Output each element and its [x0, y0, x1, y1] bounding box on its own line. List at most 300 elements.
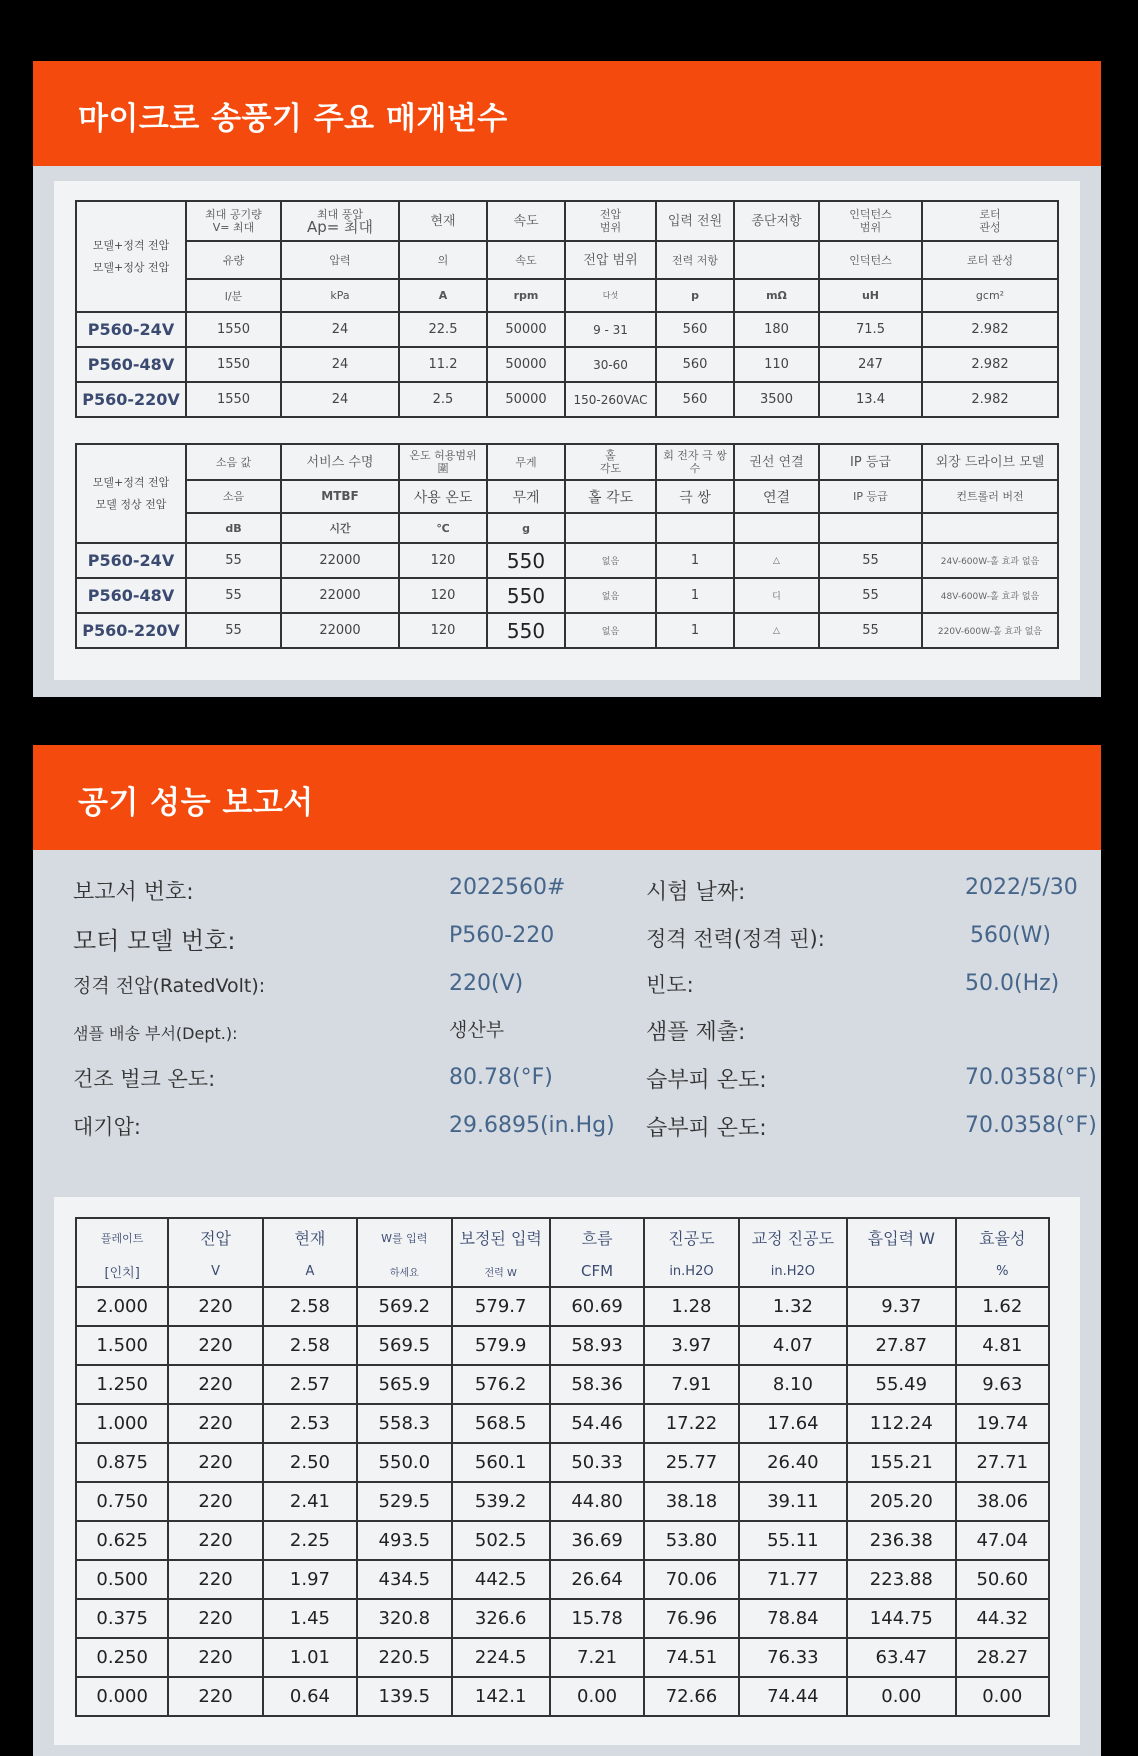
perf-value: 15.78	[550, 1599, 644, 1638]
performance-table	[75, 1217, 1050, 1717]
column-header	[281, 444, 399, 480]
perf-value: 539.2	[452, 1482, 550, 1521]
rated-power-label: 정격 전력(정격 핀):	[646, 927, 825, 951]
perf-value: 0.00	[550, 1677, 644, 1716]
column-header-line-1: 최대 공기량	[205, 208, 262, 221]
perf-value: 63.47	[847, 1638, 955, 1677]
parameters-section	[33, 61, 1101, 697]
perf-column-unit: [인치]	[76, 1256, 168, 1287]
perf-value: 78.84	[739, 1599, 847, 1638]
spec-value: 247	[819, 347, 922, 382]
perf-value: 0.750	[76, 1482, 168, 1521]
perf-value: 434.5	[357, 1560, 451, 1599]
perf-value: 47.04	[956, 1521, 1049, 1560]
column-header	[281, 201, 399, 241]
spec-value: 560	[656, 312, 734, 347]
column-subheader: 극 쌍	[656, 480, 734, 513]
column-header-line-1: 권선 연결	[749, 454, 804, 470]
perf-value: 320.8	[357, 1599, 451, 1638]
model-name: P560-48V	[76, 347, 186, 382]
perf-value: 50.60	[956, 1560, 1049, 1599]
column-unit: mΩ	[734, 279, 819, 312]
perf-value: 70.06	[644, 1560, 738, 1599]
perf-value: 74.51	[644, 1638, 738, 1677]
perf-value: 1.62	[956, 1287, 1049, 1326]
perf-value: 2.58	[263, 1287, 357, 1326]
perf-value: 220	[168, 1599, 262, 1638]
perf-value: 0.875	[76, 1443, 168, 1482]
perf-data-row	[76, 1560, 1049, 1599]
column-header-line-1: 회 전자 극 쌍	[663, 449, 727, 462]
perf-value: 1.250	[76, 1365, 168, 1404]
perf-unit-row	[76, 1256, 1049, 1287]
sample-label: 샘플 제출:	[646, 1020, 746, 1045]
perf-column-unit: %	[956, 1256, 1049, 1287]
perf-data-row	[76, 1677, 1049, 1716]
spec-value: 디	[734, 578, 819, 613]
perf-value: 220	[168, 1404, 262, 1443]
perf-value: 220	[168, 1326, 262, 1365]
perf-column-header: W를 입력	[357, 1218, 451, 1256]
spec-subheader-row	[76, 480, 1058, 513]
rated-volt-value: 220(V)	[449, 971, 524, 996]
perf-value: 58.93	[550, 1326, 644, 1365]
perf-header-row	[76, 1218, 1049, 1256]
wet-bulb-label-2: 습부피 온도:	[646, 1116, 767, 1141]
wet-bulb-value-2: 70.0358(°F)	[965, 1113, 1097, 1138]
test-date-value: 2022/5/30	[965, 875, 1078, 900]
column-unit: gcm²	[922, 279, 1058, 312]
perf-value: 0.625	[76, 1521, 168, 1560]
spec-value: 1	[656, 613, 734, 648]
column-subheader: 압력	[281, 241, 399, 279]
spec-value: 13.4	[819, 382, 922, 417]
perf-value: 220.5	[357, 1638, 451, 1677]
column-header-line-1: 현재	[430, 213, 456, 229]
column-header	[922, 201, 1058, 241]
dry-bulb-value: 80.78(°F)	[449, 1065, 553, 1090]
perf-data-row	[76, 1482, 1049, 1521]
perf-column-unit: V	[168, 1256, 262, 1287]
spec-header-row	[76, 444, 1058, 480]
spec-value: 9 - 31	[565, 312, 656, 347]
spec-value: 1550	[186, 312, 281, 347]
perf-value: 560.1	[452, 1443, 550, 1482]
perf-value: 76.96	[644, 1599, 738, 1638]
perf-value: 50.33	[550, 1443, 644, 1482]
spec-value: 2.982	[922, 312, 1058, 347]
parameters-title: 마이크로 송풍기 주요 매개변수	[78, 101, 508, 137]
spec-subheader-row	[76, 241, 1058, 279]
column-header-line-1: 종단저항	[751, 213, 802, 229]
perf-value: 142.1	[452, 1677, 550, 1716]
perf-value: 2.50	[263, 1443, 357, 1482]
performance-title: 공기 성능 보고서	[78, 785, 314, 821]
column-header-line-1: 무게	[515, 455, 537, 469]
perf-value: 220	[168, 1443, 262, 1482]
spec-value: 50000	[487, 382, 565, 417]
column-header-line-1: 홀	[605, 449, 616, 462]
column-header	[819, 201, 922, 241]
perf-value: 220	[168, 1638, 262, 1677]
column-header-line-1: 서비스 수명	[306, 454, 374, 470]
model-name: P560-24V	[76, 312, 186, 347]
spec-value: 550	[487, 578, 565, 613]
column-subheader: 전력 저항	[656, 241, 734, 279]
model-name: P560-24V	[76, 543, 186, 578]
report-no-value: 2022560#	[449, 875, 566, 900]
spec-value: 55	[186, 613, 281, 648]
column-header-line-2: Ap= 최대	[306, 218, 374, 236]
column-header-line-2: 수	[689, 462, 701, 475]
perf-value: 38.06	[956, 1482, 1049, 1521]
perf-value: 1.32	[739, 1287, 847, 1326]
perf-value: 2.58	[263, 1326, 357, 1365]
perf-value: 2.41	[263, 1482, 357, 1521]
spec-data-row	[76, 382, 1058, 417]
spec-value: 2.982	[922, 382, 1058, 417]
spec-value: 22000	[281, 578, 399, 613]
column-header-line-1: 외장 드라이브 모델	[935, 454, 1045, 470]
perf-value: 0.000	[76, 1677, 168, 1716]
column-header-line-1: 로터	[979, 208, 1001, 221]
spec-value: 24	[281, 347, 399, 382]
perf-value: 53.80	[644, 1521, 738, 1560]
column-header	[487, 201, 565, 241]
perf-value: 569.5	[357, 1326, 451, 1365]
column-unit: rpm	[487, 279, 565, 312]
column-header	[186, 201, 281, 241]
perf-value: 0.00	[956, 1677, 1049, 1716]
perf-value: 0.64	[263, 1677, 357, 1716]
spec-value: 150-260VAC	[565, 382, 656, 417]
spec-value: 120	[399, 578, 487, 613]
column-subheader: 의	[399, 241, 487, 279]
model-header-2: 모델 정상 전압	[95, 497, 167, 511]
spec-value: 24	[281, 382, 399, 417]
dept-value: 생산부	[449, 1019, 505, 1041]
perf-value: 44.80	[550, 1482, 644, 1521]
column-header	[487, 444, 565, 480]
perf-value: 579.7	[452, 1287, 550, 1326]
perf-value: 36.69	[550, 1521, 644, 1560]
perf-value: 55.49	[847, 1365, 955, 1404]
spec-value: 55	[819, 578, 922, 613]
spec-value: 55	[819, 613, 922, 648]
perf-value: 568.5	[452, 1404, 550, 1443]
model-header-cell	[76, 444, 186, 543]
perf-value: 38.18	[644, 1482, 738, 1521]
column-unit: g	[487, 513, 565, 543]
column-header-line-2: V= 최대	[212, 221, 255, 234]
perf-value: 558.3	[357, 1404, 451, 1443]
spec-value: 3500	[734, 382, 819, 417]
perf-value: 529.5	[357, 1482, 451, 1521]
spec-data-row	[76, 578, 1058, 613]
perf-value: 72.66	[644, 1677, 738, 1716]
perf-data-row	[76, 1404, 1049, 1443]
perf-value: 220	[168, 1287, 262, 1326]
perf-value: 1.28	[644, 1287, 738, 1326]
perf-data-row	[76, 1326, 1049, 1365]
perf-value: 76.33	[739, 1638, 847, 1677]
test-date-label: 시험 날짜:	[646, 880, 746, 905]
column-header-line-1: IP 등급	[850, 454, 891, 470]
column-unit	[819, 513, 922, 543]
spec-value: 22.5	[399, 312, 487, 347]
parameters-panel	[54, 181, 1080, 680]
perf-column-unit: in.H2O	[739, 1256, 847, 1287]
perf-value: 26.40	[739, 1443, 847, 1482]
column-subheader: 사용 온도	[399, 480, 487, 513]
spec-header-row	[76, 201, 1058, 241]
column-unit	[656, 513, 734, 543]
spec-value: △	[734, 613, 819, 648]
spec-data-row	[76, 543, 1058, 578]
column-unit	[922, 513, 1058, 543]
spec-value: 550	[487, 543, 565, 578]
column-unit: uH	[819, 279, 922, 312]
perf-column-unit	[847, 1256, 955, 1287]
column-unit: dB	[186, 513, 281, 543]
spec-value: 220V-600W-홀 효과 없음	[922, 613, 1058, 648]
column-subheader: 무게	[487, 480, 565, 513]
rated-volt-label: 정격 전압(RatedVolt):	[73, 975, 266, 997]
column-subheader: 속도	[487, 241, 565, 279]
perf-column-unit: 전력 W	[452, 1256, 550, 1287]
column-unit: kPa	[281, 279, 399, 312]
perf-column-header: 진공도	[644, 1218, 738, 1256]
spec-value: 560	[656, 347, 734, 382]
perf-value: 25.77	[644, 1443, 738, 1482]
perf-value: 550.0	[357, 1443, 451, 1482]
perf-value: 0.00	[847, 1677, 955, 1716]
perf-value: 27.87	[847, 1326, 955, 1365]
perf-data-row	[76, 1599, 1049, 1638]
spec-value: 560	[656, 382, 734, 417]
column-header	[565, 201, 656, 241]
spec-data-row	[76, 312, 1058, 347]
perf-value: 139.5	[357, 1677, 451, 1716]
column-header-line-1: 인덕턴스	[849, 208, 892, 221]
column-subheader: 유량	[186, 241, 281, 279]
perf-column-header: 효율성	[956, 1218, 1049, 1256]
column-unit	[734, 513, 819, 543]
freq-label: 빈도:	[646, 973, 694, 997]
spec-value: 1	[656, 543, 734, 578]
column-subheader: IP 등급	[819, 480, 922, 513]
perf-value: 576.2	[452, 1365, 550, 1404]
pressure-label: 대기압:	[73, 1115, 141, 1139]
perf-value: 220	[168, 1482, 262, 1521]
freq-value: 50.0(Hz)	[965, 971, 1060, 996]
perf-value: 1.97	[263, 1560, 357, 1599]
perf-value: 2.000	[76, 1287, 168, 1326]
perf-value: 220	[168, 1560, 262, 1599]
column-unit: 다섯	[565, 279, 656, 312]
column-header	[922, 444, 1058, 480]
column-subheader: 전압 범위	[565, 241, 656, 279]
perf-value: 55.11	[739, 1521, 847, 1560]
perf-value: 17.22	[644, 1404, 738, 1443]
spec-value: 120	[399, 613, 487, 648]
perf-value: 2.57	[263, 1365, 357, 1404]
column-header-line-1: 전압	[599, 208, 622, 221]
spec-data-row	[76, 613, 1058, 648]
perf-value: 17.64	[739, 1404, 847, 1443]
perf-value: 326.6	[452, 1599, 550, 1638]
perf-value: 26.64	[550, 1560, 644, 1599]
perf-value: 144.75	[847, 1599, 955, 1638]
column-header-line-2: 관성	[979, 221, 1001, 234]
column-unit: l/분	[186, 279, 281, 312]
column-subheader: 연결	[734, 480, 819, 513]
column-unit: 시간	[281, 513, 399, 543]
model-name: P560-220V	[76, 382, 186, 417]
perf-data-row	[76, 1521, 1049, 1560]
perf-column-header: 전압	[168, 1218, 262, 1256]
perf-value: 44.32	[956, 1599, 1049, 1638]
column-header	[565, 444, 656, 480]
perf-value: 442.5	[452, 1560, 550, 1599]
spec-value: 55	[819, 543, 922, 578]
perf-value: 0.250	[76, 1638, 168, 1677]
model-name: P560-48V	[76, 578, 186, 613]
wet-bulb-value-1: 70.0358(°F)	[965, 1065, 1097, 1090]
column-header	[734, 444, 819, 480]
perf-value: 2.53	[263, 1404, 357, 1443]
perf-value: 39.11	[739, 1482, 847, 1521]
spec-value: 2.982	[922, 347, 1058, 382]
perf-value: 493.5	[357, 1521, 451, 1560]
column-header-line-2: 범위	[859, 221, 882, 234]
performance-banner	[33, 745, 1101, 850]
spec-value: 없음	[565, 613, 656, 648]
perf-column-unit: CFM	[550, 1256, 644, 1287]
dry-bulb-label: 건조 벌크 온도:	[73, 1067, 216, 1091]
perf-data-row	[76, 1365, 1049, 1404]
motor-model-label: 모터 모델 번호:	[73, 927, 236, 955]
spec-value: 24	[281, 312, 399, 347]
perf-column-header: 교정 진공도	[739, 1218, 847, 1256]
column-subheader: 인덕턴스	[819, 241, 922, 279]
perf-value: 0.500	[76, 1560, 168, 1599]
model-name: P560-220V	[76, 613, 186, 648]
dept-label: 샘플 배송 부서(Dept.):	[73, 1024, 238, 1043]
spec-value: △	[734, 543, 819, 578]
perf-column-header: 흡입력 W	[847, 1218, 955, 1256]
column-unit: ℃	[399, 513, 487, 543]
spec-value: 22000	[281, 613, 399, 648]
column-header-line-2: 범위	[599, 221, 622, 234]
perf-value: 19.74	[956, 1404, 1049, 1443]
spec-value: 1550	[186, 382, 281, 417]
column-subheader: 소음	[186, 480, 281, 513]
perf-value: 54.46	[550, 1404, 644, 1443]
column-header	[399, 201, 487, 241]
column-header-line-1: 온도 허용범위	[409, 449, 477, 462]
wet-bulb-label-1: 습부피 온도:	[646, 1068, 767, 1093]
perf-value: 0.375	[76, 1599, 168, 1638]
perf-value: 205.20	[847, 1482, 955, 1521]
perf-column-header: 보정된 입력	[452, 1218, 550, 1256]
column-header-line-1: 입력 전원	[667, 213, 723, 229]
column-header-line-2: 각도	[599, 462, 622, 475]
spec-value: 55	[186, 543, 281, 578]
spec-value: 55	[186, 578, 281, 613]
perf-value: 1.500	[76, 1326, 168, 1365]
perf-value: 223.88	[847, 1560, 955, 1599]
column-subheader	[734, 241, 819, 279]
perf-data-row	[76, 1443, 1049, 1482]
column-header-line-1: 소음 값	[215, 455, 252, 469]
perf-value: 71.77	[739, 1560, 847, 1599]
perf-value: 565.9	[357, 1365, 451, 1404]
report-no-label: 보고서 번호:	[73, 880, 194, 905]
spec-value: 120	[399, 543, 487, 578]
column-unit: A	[399, 279, 487, 312]
spec-value: 없음	[565, 578, 656, 613]
spec-value: 1	[656, 578, 734, 613]
column-header-line-1: 최대 풍압	[316, 208, 363, 221]
perf-value: 2.25	[263, 1521, 357, 1560]
column-header-line-2: 圍	[437, 462, 449, 475]
perf-value: 4.07	[739, 1326, 847, 1365]
column-header-line-1: 속도	[513, 213, 539, 229]
parameters-banner	[33, 61, 1101, 166]
perf-value: 220	[168, 1521, 262, 1560]
spec-value: 110	[734, 347, 819, 382]
perf-column-unit: A	[263, 1256, 357, 1287]
perf-value: 224.5	[452, 1638, 550, 1677]
column-subheader: 로터 관성	[922, 241, 1058, 279]
perf-value: 28.27	[956, 1638, 1049, 1677]
performance-panel	[54, 1197, 1080, 1745]
perf-value: 4.81	[956, 1326, 1049, 1365]
spec-value: 48V-600W-홀 효과 없음	[922, 578, 1058, 613]
spec-value: 22000	[281, 543, 399, 578]
column-subheader: 홀 각도	[565, 480, 656, 513]
spec-value: 2.5	[399, 382, 487, 417]
perf-value: 74.44	[739, 1677, 847, 1716]
model-header-1: 모델+정격 전압	[92, 238, 170, 252]
spec-data-row	[76, 347, 1058, 382]
perf-value: 60.69	[550, 1287, 644, 1326]
spec-value: 180	[734, 312, 819, 347]
column-unit: p	[656, 279, 734, 312]
model-header-2: 모델+정상 전압	[92, 260, 170, 274]
perf-value: 220	[168, 1365, 262, 1404]
spec-value: 50000	[487, 312, 565, 347]
perf-value: 1.45	[263, 1599, 357, 1638]
perf-value: 569.2	[357, 1287, 451, 1326]
spec-table-2	[75, 443, 1059, 649]
perf-value: 58.36	[550, 1365, 644, 1404]
motor-model-value: P560-220	[449, 923, 555, 948]
rated-power-value: 560(W)	[970, 923, 1051, 948]
perf-value: 579.9	[452, 1326, 550, 1365]
perf-value: 7.21	[550, 1638, 644, 1677]
column-header	[656, 444, 734, 480]
spec-value: 11.2	[399, 347, 487, 382]
perf-value: 27.71	[956, 1443, 1049, 1482]
perf-value: 112.24	[847, 1404, 955, 1443]
perf-value: 236.38	[847, 1521, 955, 1560]
pressure-value: 29.6895(in.Hg)	[449, 1113, 615, 1138]
spec-value: 30-60	[565, 347, 656, 382]
column-subheader: MTBF	[281, 480, 399, 513]
perf-column-header: 현재	[263, 1218, 357, 1256]
